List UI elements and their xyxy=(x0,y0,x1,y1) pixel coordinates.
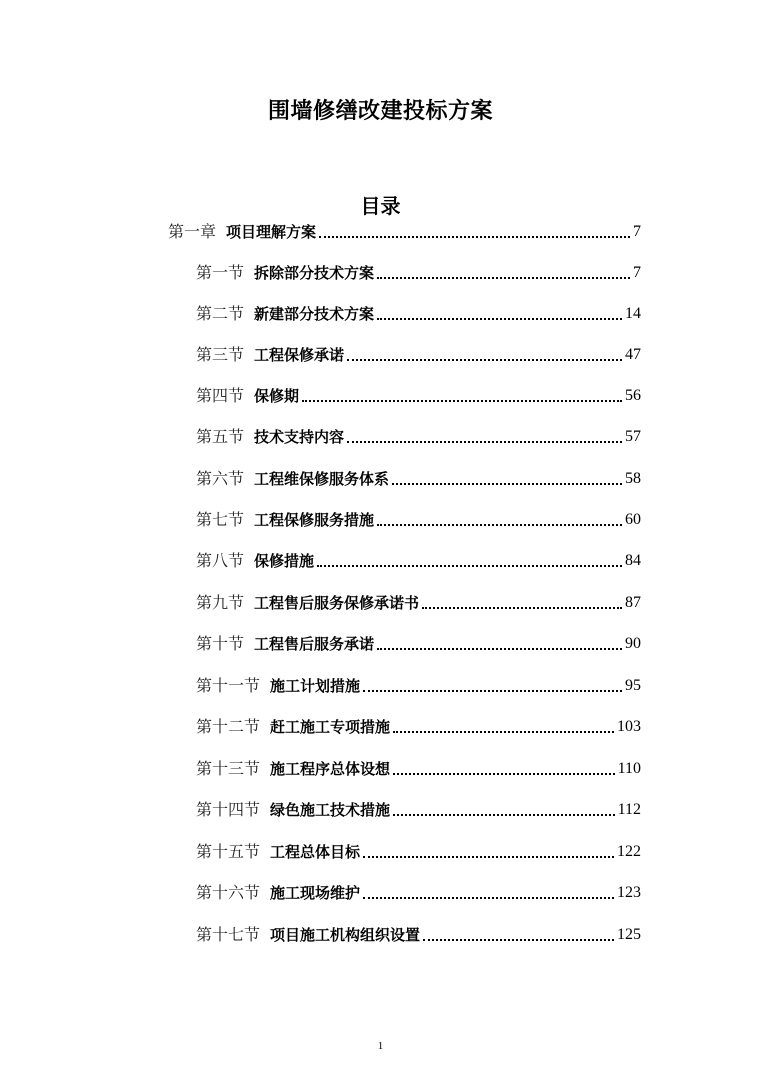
toc-section-entry[interactable] xyxy=(196,508,641,532)
toc-dot-leader xyxy=(392,483,622,485)
toc-entry-title: 拆除部分技术方案 xyxy=(254,264,375,282)
toc-section-entry[interactable] xyxy=(196,343,641,367)
toc-dot-leader xyxy=(363,897,614,899)
toc-dot-leader xyxy=(377,648,622,650)
toc-entry-page: 123 xyxy=(617,884,641,901)
toc-section-entry[interactable] xyxy=(196,591,641,615)
toc-entry-page: 95 xyxy=(625,677,641,694)
toc-entry-page: 87 xyxy=(625,594,641,611)
toc-dot-leader xyxy=(317,565,622,567)
toc-entry-title: 新建部分技术方案 xyxy=(254,305,375,323)
toc-entry-number: 第十节 xyxy=(196,634,245,653)
toc-section-entry[interactable] xyxy=(196,715,641,739)
toc-dot-leader xyxy=(347,441,622,443)
toc-entry-number: 第八节 xyxy=(196,551,245,570)
toc-entry-number: 第十一节 xyxy=(196,676,261,695)
toc-dot-leader xyxy=(377,524,622,526)
toc-entry-number: 第六节 xyxy=(196,469,245,488)
toc-entry-title: 工程保修服务措施 xyxy=(254,511,375,529)
toc-entry-page: 110 xyxy=(617,760,641,777)
toc-section-entry[interactable] xyxy=(196,881,641,905)
toc-entry-page: 60 xyxy=(625,511,641,528)
toc-entry-number: 第一章 xyxy=(168,222,217,241)
toc-entry-number: 第十七节 xyxy=(196,925,261,944)
toc-dot-leader xyxy=(319,236,630,238)
toc-section-entry[interactable] xyxy=(196,384,641,408)
toc-entry-number: 第十二节 xyxy=(196,717,261,736)
toc-dot-leader xyxy=(363,690,622,692)
toc-entry-title: 项目施工机构组织设置 xyxy=(270,926,421,944)
toc-entry-page: 84 xyxy=(625,552,641,569)
toc-entry-page: 56 xyxy=(625,387,641,404)
page-number: 1 xyxy=(377,1040,384,1052)
toc-entry-number: 第四节 xyxy=(196,386,245,405)
toc-section-entry[interactable] xyxy=(196,261,641,285)
toc-dot-leader xyxy=(393,731,614,733)
toc-dot-leader xyxy=(377,318,622,320)
toc-dot-leader xyxy=(393,814,615,816)
toc-entry-title: 施工现场维护 xyxy=(270,884,361,902)
toc-dot-leader xyxy=(302,400,622,402)
toc-entry-title: 技术支持内容 xyxy=(254,428,345,446)
toc-entry-title: 施工程序总体设想 xyxy=(270,760,391,778)
toc-section-entry[interactable] xyxy=(196,467,641,491)
toc-entry-title: 工程总体目标 xyxy=(270,843,361,861)
toc-entry-number: 第三节 xyxy=(196,345,245,364)
toc-entry-title: 工程维保修服务体系 xyxy=(254,470,390,488)
toc-section-entry[interactable] xyxy=(196,923,641,947)
toc-entry-page: 103 xyxy=(617,718,641,735)
toc-entry-number: 第一节 xyxy=(196,263,245,282)
toc-entry-title: 项目理解方案 xyxy=(226,223,317,241)
toc-entry-number: 第十六节 xyxy=(196,883,261,902)
toc-dot-leader xyxy=(393,773,615,775)
toc-entry-page: 125 xyxy=(617,926,641,943)
toc-entry-title: 施工计划措施 xyxy=(270,677,361,695)
toc-entry-number: 第九节 xyxy=(196,593,245,612)
toc-dot-leader xyxy=(377,277,630,279)
toc-dot-leader xyxy=(363,856,614,858)
toc-section-entry[interactable] xyxy=(196,757,641,781)
toc-entry-title: 工程保修承诺 xyxy=(254,346,345,364)
toc-entry-title: 工程售后服务保修承诺书 xyxy=(254,594,420,612)
toc-entry-page: 14 xyxy=(625,305,641,322)
toc-entry-title: 保修期 xyxy=(254,387,300,405)
toc-entry-page: 47 xyxy=(625,346,641,363)
toc-entry-title: 赶工施工专项措施 xyxy=(270,718,391,736)
toc-dot-leader xyxy=(422,607,622,609)
document-title: 围墙修缮改建投标方案 xyxy=(267,99,493,124)
toc-section-entry[interactable] xyxy=(196,798,641,822)
toc-entry-page: 57 xyxy=(625,428,641,445)
toc-entry-page: 7 xyxy=(633,223,641,240)
toc-section-entry[interactable] xyxy=(196,674,641,698)
toc-dot-leader xyxy=(423,939,614,941)
toc-section-entry[interactable] xyxy=(196,840,641,864)
toc-entry-number: 第七节 xyxy=(196,510,245,529)
toc-entry-page: 112 xyxy=(617,801,641,818)
toc-chapter-entry[interactable] xyxy=(168,220,641,244)
toc-section-entry[interactable] xyxy=(196,549,641,573)
toc-section-entry[interactable] xyxy=(196,425,641,449)
toc-entry-number: 第五节 xyxy=(196,427,245,446)
toc-entry-title: 工程售后服务承诺 xyxy=(254,635,375,653)
toc-entry-title: 保修措施 xyxy=(254,552,315,570)
toc-entry-page: 90 xyxy=(625,635,641,652)
toc-entry-page: 122 xyxy=(617,843,641,860)
toc-entry-page: 58 xyxy=(625,470,641,487)
toc-section-entry[interactable] xyxy=(196,302,641,326)
toc-heading: 目录 xyxy=(360,194,401,218)
toc-entry-number: 第二节 xyxy=(196,304,245,323)
toc-entry-page: 7 xyxy=(633,264,641,281)
toc-entry-title: 绿色施工技术措施 xyxy=(270,801,391,819)
toc-entry-number: 第十三节 xyxy=(196,759,261,778)
toc-section-entry[interactable] xyxy=(196,632,641,656)
toc-entry-number: 第十四节 xyxy=(196,800,261,819)
toc-entry-number: 第十五节 xyxy=(196,842,261,861)
toc-dot-leader xyxy=(347,359,622,361)
